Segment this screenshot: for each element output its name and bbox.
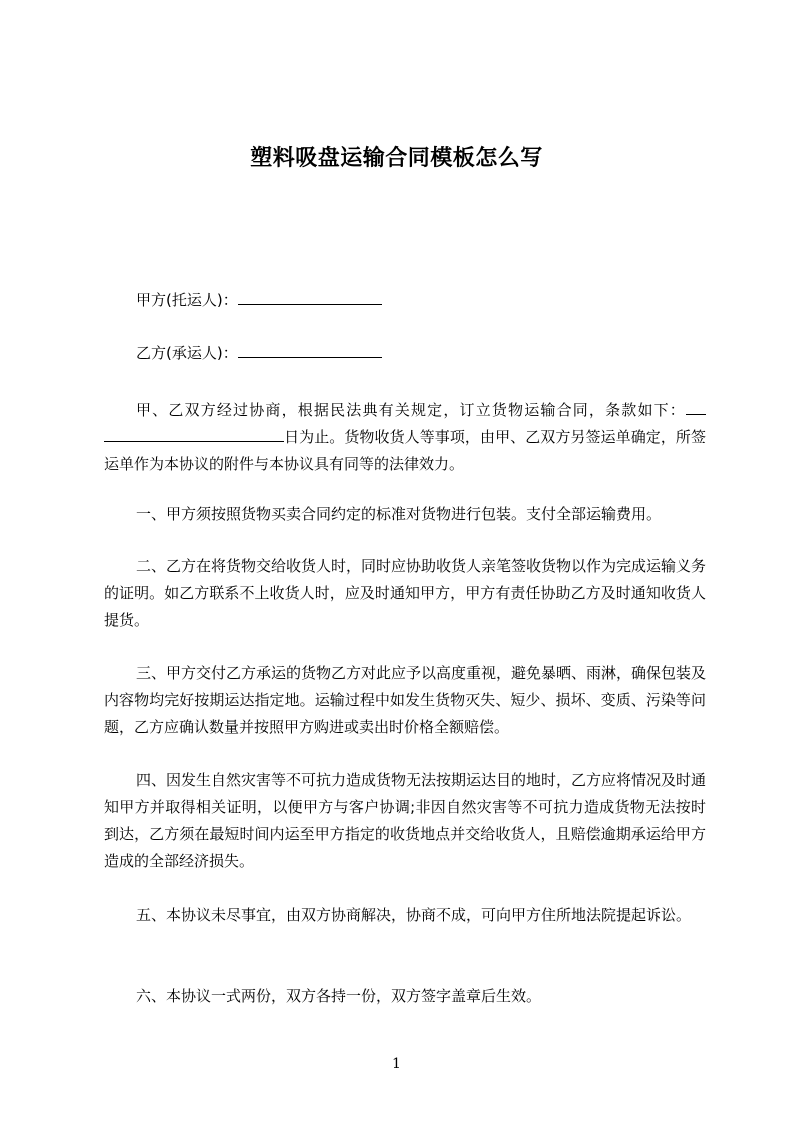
clause-2: 二、乙方在将货物交给收货人时，同时应协助收货人亲笔签收货物以作为完成运输义务的证明。如乙方联系不上收货人时，应及时通知甲方，甲方有责任协助乙方及时通知收货人提货。 bbox=[104, 557, 707, 629]
document-title: 塑料吸盘运输合同模板怎么写 bbox=[250, 146, 543, 171]
party-b-label: 乙方(承运人)： bbox=[136, 344, 238, 362]
clause-3: 三、甲方交付乙方承运的货物乙方对此应予以高度重视，避免暴晒、雨淋，确保包装及内容物均完好按期运达指定地。运输过程中如发生货物灭失、短少、损坏、变质、污染等问题，乙方应确认数量并按照甲方购进或卖出时价格全额赔偿。 bbox=[104, 664, 707, 736]
party-a-line bbox=[136, 287, 382, 314]
clause-6: 六、本协议一式两份，双方各持一份，双方签字盖章后生效。 bbox=[136, 987, 542, 1005]
clause-5: 五、本协议未尽事宜，由双方协商解决，协商不成，可向甲方住所地法院提起诉讼。 bbox=[136, 906, 692, 924]
intro-blank-end-of-line[interactable] bbox=[686, 400, 706, 415]
intro-text-end: 日为止。货物收货人等事项，由甲、乙双方另签运单确定，所签运单作为本协议的附件与本协议具有同等的法律效力。 bbox=[104, 428, 706, 473]
party-b-blank[interactable] bbox=[238, 343, 382, 358]
clause-1: 一、甲方须按照货物买卖合同约定的标准对货物进行包装。支付全部运输费用。 bbox=[136, 505, 662, 523]
party-a-label: 甲方(托运人)： bbox=[136, 291, 238, 309]
party-b-line bbox=[136, 340, 382, 367]
intro-text-start: 甲、乙双方经过协商，根据民法典有关规定，订立货物运输合同，条款如下： bbox=[136, 401, 686, 419]
party-a-blank[interactable] bbox=[238, 290, 382, 305]
clause-4: 四、因发生自然灾害等不可抗力造成货物无法按期运达目的地时，乙方应将情况及时通知甲方并取得相关证明，以便甲方与客户协调;非因自然灾害等不可抗力造成货物无法按时到达，乙方须在最短时间内运至甲方指定的收货地点并交给收货人，且赔偿逾期承运给甲方造成的全部经济损失。 bbox=[104, 771, 707, 870]
page-number: 1 bbox=[392, 1056, 401, 1072]
intro-paragraph bbox=[104, 397, 706, 478]
date-blank[interactable] bbox=[104, 427, 284, 442]
